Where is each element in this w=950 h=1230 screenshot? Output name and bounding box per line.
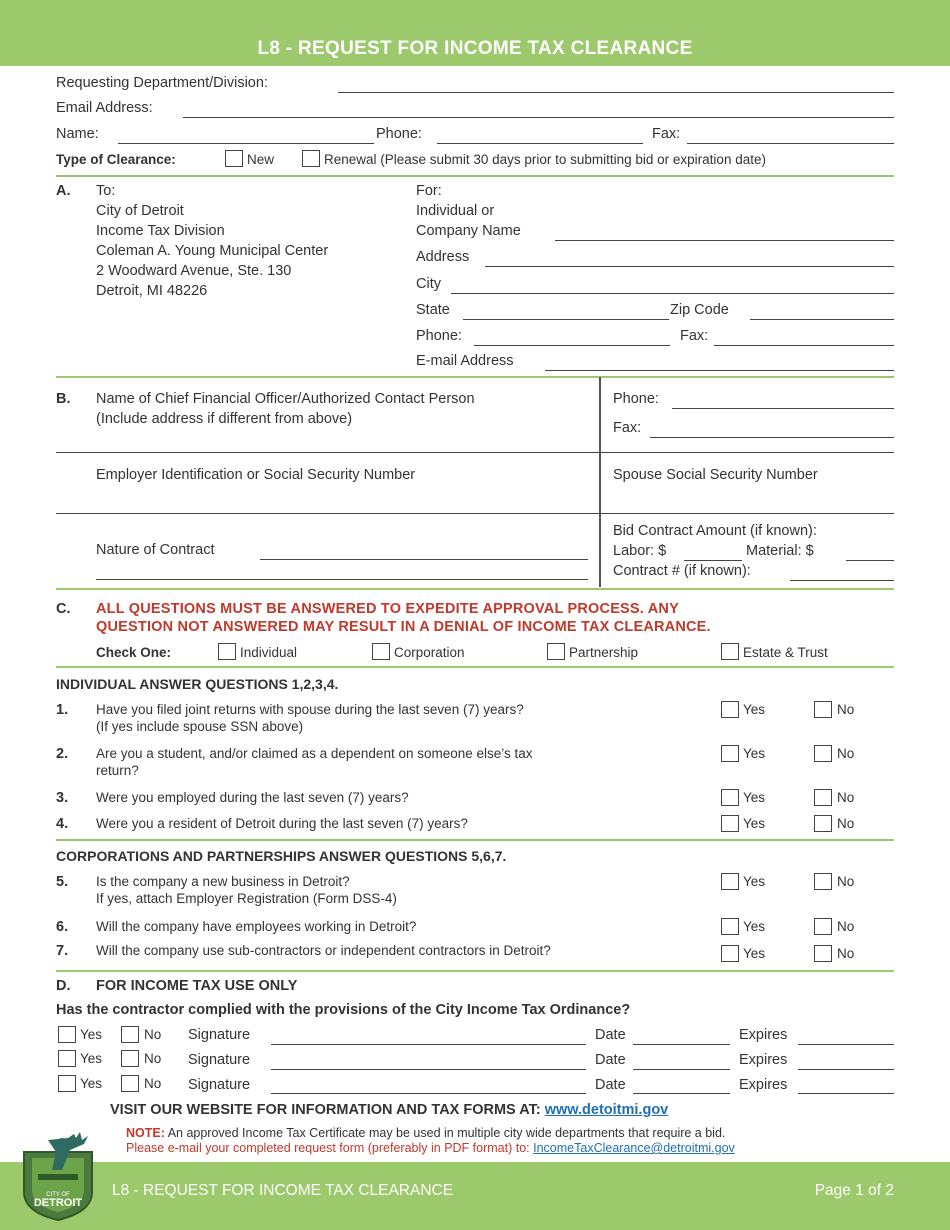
logo-text-small: CITY OF — [46, 1192, 70, 1198]
yes-label: Yes — [743, 919, 766, 934]
nature-label: Nature of Contract — [96, 542, 215, 558]
q4-no-checkbox[interactable] — [814, 815, 832, 832]
email-link[interactable]: IncomeTaxClearance@detroitmi.gov — [533, 1141, 735, 1155]
divider — [56, 666, 894, 668]
q2-yes-checkbox[interactable] — [721, 745, 739, 762]
note — [126, 1126, 725, 1140]
state-field[interactable] — [463, 319, 669, 320]
note-text: An approved Income Tax Certificate may be used in multiple city wide departments that require a bid. — [167, 1126, 726, 1140]
spouse-ssn-label: Spouse Social Security Number — [613, 467, 818, 483]
question-text: Is the company a new business in Detroit? — [96, 874, 350, 889]
no-label: No — [837, 790, 855, 805]
dept-label: Requesting Department/Division: — [56, 75, 268, 91]
corp-heading: CORPORATIONS AND PARTNERSHIPS ANSWER QUESTIONS 5,6,7. — [56, 848, 507, 864]
labor-field[interactable] — [684, 560, 742, 561]
d3-yes-checkbox[interactable] — [58, 1075, 76, 1092]
yes-label: Yes — [80, 1027, 103, 1042]
bid-label: Bid Contract Amount (if known): — [613, 523, 817, 539]
yes-label: Yes — [743, 702, 766, 717]
to-line: To: — [96, 183, 116, 199]
expires-field[interactable] — [798, 1093, 894, 1094]
question-subtext: return? — [96, 763, 139, 778]
zip-label: Zip Code — [670, 302, 729, 318]
to-line: Detroit, MI 48226 — [96, 283, 208, 299]
option-label: Estate & Trust — [743, 645, 828, 660]
ein-label: Employer Identification or Social Security Number — [96, 467, 416, 483]
question-number: 5. — [56, 874, 69, 890]
d2-yes-checkbox[interactable] — [58, 1050, 76, 1067]
name-label: Name: — [56, 126, 99, 142]
to-line: Coleman A. Young Municipal Center — [96, 243, 329, 259]
question-number: 6. — [56, 919, 69, 935]
q5-no-checkbox[interactable] — [814, 873, 832, 890]
material-label: Material: $ — [746, 543, 814, 559]
contract-field[interactable] — [790, 580, 894, 581]
d2-no-checkbox[interactable] — [121, 1050, 139, 1067]
warning-text: ALL QUESTIONS MUST BE ANSWERED TO EXPEDITE APPROVAL PROCESS. ANY — [96, 601, 679, 617]
contract-label: Contract # (if known): — [613, 563, 751, 579]
individual-checkbox[interactable] — [218, 643, 236, 660]
row-divider — [56, 452, 894, 453]
q6-no-checkbox[interactable] — [814, 918, 832, 935]
section-c-letter: C. — [56, 601, 71, 617]
question-number: 1. — [56, 702, 69, 718]
section-b-letter: B. — [56, 391, 71, 407]
new-label: New — [247, 152, 275, 167]
estate-trust-checkbox[interactable] — [721, 643, 739, 660]
no-label: No — [837, 746, 855, 761]
question-text: Are you a student, and/or claimed as a dependent on someone else’s tax — [96, 746, 533, 761]
page-title: L8 - REQUEST FOR INCOME TAX CLEARANCE — [257, 38, 693, 59]
footer-title: L8 - REQUEST FOR INCOME TAX CLEARANCE — [112, 1182, 454, 1199]
section-d-letter: D. — [56, 978, 71, 994]
cfo-label: Name of Chief Financial Officer/Authorized Contact Person — [96, 391, 475, 407]
signature-field[interactable] — [271, 1069, 586, 1070]
fax-field[interactable] — [714, 345, 894, 346]
expires-label: Expires — [739, 1027, 788, 1043]
q2-no-checkbox[interactable] — [814, 745, 832, 762]
yes-label: Yes — [743, 816, 766, 831]
divider — [56, 376, 894, 378]
section-a-letter: A. — [56, 183, 71, 199]
fax-label: Fax: — [680, 328, 709, 344]
q5-yes-checkbox[interactable] — [721, 873, 739, 890]
zip-field[interactable] — [750, 319, 894, 320]
question-text: Will the company have employees working in Detroit? — [96, 919, 417, 934]
divider — [56, 175, 894, 177]
email-field[interactable] — [183, 117, 894, 118]
no-label: No — [144, 1051, 162, 1066]
date-label: Date — [595, 1027, 626, 1043]
visit-text: VISIT OUR WEBSITE FOR INFORMATION AND TAX FORMS AT: — [110, 1102, 541, 1118]
column-divider — [599, 377, 601, 587]
question-subtext: If yes, attach Employer Registration (Form DSS-4) — [96, 891, 397, 906]
phone-label: Phone: — [613, 391, 659, 407]
phone-label: Phone: — [376, 126, 422, 142]
to-line: City of Detroit — [96, 203, 184, 219]
section-d-heading: FOR INCOME TAX USE ONLY — [96, 978, 298, 994]
signature-field[interactable] — [271, 1044, 586, 1045]
d1-no-checkbox[interactable] — [121, 1026, 139, 1043]
q7-yes-checkbox[interactable] — [721, 945, 739, 962]
option-label: Corporation — [394, 645, 465, 660]
row-divider — [56, 513, 894, 514]
question-number: 3. — [56, 790, 69, 806]
website-link[interactable]: www.detoitmi.gov — [544, 1102, 669, 1118]
fax-field[interactable] — [650, 437, 894, 438]
question-number: 7. — [56, 943, 69, 959]
page-number: Page 1 of 2 — [814, 1182, 894, 1199]
divider — [56, 839, 894, 841]
material-field[interactable] — [846, 560, 894, 561]
new-checkbox[interactable] — [225, 150, 243, 167]
type-of-clearance-label: Type of Clearance: — [56, 152, 176, 167]
question-number: 2. — [56, 746, 69, 762]
email-field[interactable] — [545, 370, 894, 371]
q4-yes-checkbox[interactable] — [721, 815, 739, 832]
fax-label: Fax: — [652, 126, 681, 142]
no-label: No — [837, 816, 855, 831]
visit-website — [110, 1102, 668, 1118]
yes-label: Yes — [743, 790, 766, 805]
question-number: 4. — [56, 816, 69, 832]
signature-field[interactable] — [271, 1093, 586, 1094]
phone-label: Phone: — [416, 328, 462, 344]
signature-label: Signature — [188, 1027, 251, 1043]
q6-yes-checkbox[interactable] — [721, 918, 739, 935]
date-field[interactable] — [633, 1093, 730, 1094]
city-label: City — [416, 276, 441, 292]
check-one-label: Check One: — [96, 645, 172, 660]
for-label: For: — [416, 183, 442, 199]
signature-label: Signature — [188, 1052, 251, 1068]
address-label: Address — [416, 249, 470, 265]
no-label: No — [144, 1027, 162, 1042]
corporation-checkbox[interactable] — [372, 643, 390, 660]
date-field[interactable] — [633, 1069, 730, 1070]
option-label: Partnership — [569, 645, 639, 660]
city-field[interactable] — [451, 293, 894, 294]
date-field[interactable] — [633, 1044, 730, 1045]
labor-label: Labor: $ — [613, 543, 667, 559]
yes-label: Yes — [743, 746, 766, 761]
q3-yes-checkbox[interactable] — [721, 789, 739, 806]
renewal-label: Renewal (Please submit 30 days prior to submitting bid or expiration date) — [324, 152, 766, 167]
q1-no-checkbox[interactable] — [814, 701, 832, 718]
expires-field[interactable] — [798, 1069, 894, 1070]
email-label: E-mail Address — [416, 353, 514, 369]
expires-field[interactable] — [798, 1044, 894, 1045]
date-label: Date — [595, 1052, 626, 1068]
name-field[interactable] — [118, 143, 374, 144]
q3-no-checkbox[interactable] — [814, 789, 832, 806]
to-line: 2 Woodward Avenue, Ste. 130 — [96, 263, 292, 279]
fax-label: Fax: — [613, 420, 642, 436]
phone-field[interactable] — [474, 345, 670, 346]
fax-field[interactable] — [687, 143, 894, 144]
divider — [56, 970, 894, 972]
cfo-sublabel: (Include address if different from above) — [96, 411, 353, 427]
email-instructions — [126, 1141, 735, 1155]
yes-label: Yes — [80, 1076, 103, 1091]
company-name-field[interactable] — [555, 240, 894, 241]
question-subtext: (If yes include spouse SSN above) — [96, 719, 304, 734]
yes-label: Yes — [743, 946, 766, 961]
logo-text: DETROIT — [33, 1197, 83, 1209]
d1-yes-checkbox[interactable] — [58, 1026, 76, 1043]
email-label: Email Address: — [56, 100, 153, 116]
yes-label: Yes — [743, 874, 766, 889]
no-label: No — [837, 919, 855, 934]
detroit-logo-icon — [18, 1130, 98, 1222]
no-label: No — [837, 946, 855, 961]
address-field[interactable] — [485, 266, 894, 267]
date-label: Date — [595, 1077, 626, 1093]
question-text: Have you filed joint returns with spouse during the last seven (7) years? — [96, 702, 524, 717]
nature-field-2[interactable] — [96, 579, 588, 580]
question-text: Were you employed during the last seven (7) years? — [96, 790, 409, 805]
note-label: NOTE: — [126, 1126, 165, 1140]
q1-yes-checkbox[interactable] — [721, 701, 739, 718]
to-line: Income Tax Division — [96, 223, 225, 239]
no-label: No — [837, 874, 855, 889]
signature-label: Signature — [188, 1077, 251, 1093]
compliance-question: Has the contractor complied with the provisions of the City Income Tax Ordinance? — [56, 1002, 631, 1018]
question-text: Will the company use sub-contractors or independent contractors in Detroit? — [96, 943, 551, 958]
dept-field[interactable] — [338, 92, 894, 93]
question-text: Were you a resident of Detroit during the last seven (7) years? — [96, 816, 468, 831]
expires-label: Expires — [739, 1052, 788, 1068]
divider — [56, 588, 894, 590]
no-label: No — [837, 702, 855, 717]
no-label: No — [144, 1076, 162, 1091]
phone-field[interactable] — [437, 143, 643, 144]
yes-label: Yes — [80, 1051, 103, 1066]
state-label: State — [416, 302, 450, 318]
partnership-checkbox[interactable] — [547, 643, 565, 660]
company-name-label: Company Name — [416, 223, 521, 239]
expires-label: Expires — [739, 1077, 788, 1093]
d3-no-checkbox[interactable] — [121, 1075, 139, 1092]
phone-field[interactable] — [672, 408, 894, 409]
logo-bar — [38, 1174, 78, 1180]
nature-field[interactable] — [260, 559, 588, 560]
renewal-checkbox[interactable] — [302, 150, 320, 167]
option-label: Individual — [240, 645, 298, 660]
email-instruction-text: Please e-mail your completed request form (preferably in PDF format) to: — [126, 1141, 530, 1155]
individual-heading: INDIVIDUAL ANSWER QUESTIONS 1,2,3,4. — [56, 676, 339, 692]
warning-text: QUESTION NOT ANSWERED MAY RESULT IN A DENIAL OF INCOME TAX CLEARANCE. — [96, 619, 711, 635]
individual-label: Individual or — [416, 203, 495, 219]
q7-no-checkbox[interactable] — [814, 945, 832, 962]
